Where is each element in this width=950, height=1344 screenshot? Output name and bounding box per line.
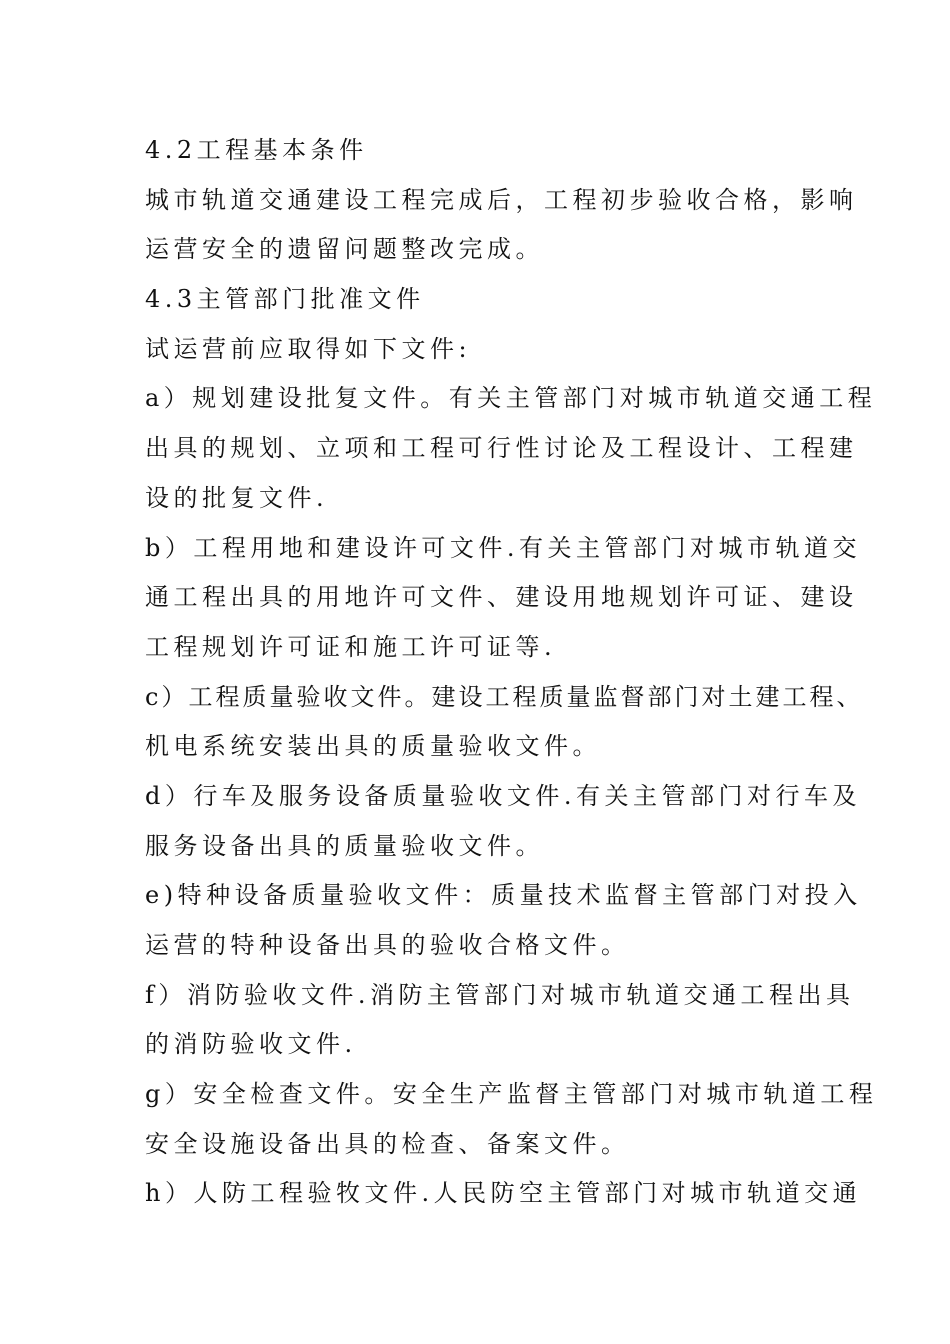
paragraph-line: 试运营前应取得如下文件:: [145, 334, 472, 363]
list-item-f-continued: 的消防验收文件.: [145, 1030, 357, 1059]
list-item-g-continued: 安全设施设备出具的检查、备案文件。: [145, 1129, 630, 1158]
document-body: [145, 126, 878, 1219]
paragraph-line: 运营安全的遗留问题整改完成。: [145, 235, 544, 264]
list-item-c-continued: 机电系统安装出具的质量验收文件。: [145, 732, 601, 761]
list-item-d-continued: 服务设备出具的质量验收文件。: [145, 831, 544, 860]
list-item-a: a）规划建设批复文件。有关主管部门对城市轨道交通工程: [145, 384, 877, 413]
list-item-h: h）人防工程验牧文件.人民防空主管部门对城市轨道交通: [145, 1179, 862, 1208]
list-item-e: e)特种设备质量验收文件：质量技术监督主管部门对投入: [145, 881, 862, 910]
list-item-b-continued: 工程规划许可证和施工许可证等.: [145, 632, 557, 661]
section-heading-4-3: 4.3主管部门批准文件: [145, 285, 425, 314]
list-item-f: f）消防验收文件.消防主管部门对城市轨道交通工程出具: [145, 980, 855, 1009]
list-item-a-continued: 出具的规划、立项和工程可行性讨论及工程设计、工程建: [145, 434, 858, 463]
list-item-e-continued: 运营的特种设备出具的验收合格文件。: [145, 931, 630, 959]
list-item-b-continued: 通工程出具的用地许可文件、建设用地规划许可证、建设: [145, 583, 858, 612]
list-item-c: c）工程质量验收文件。建设工程质量监督部门对土建工程、: [145, 682, 864, 711]
list-item-d: d）行车及服务设备质量验收文件.有关主管部门对行车及: [145, 781, 861, 810]
list-item-a-continued: 设的批复文件.: [145, 483, 329, 512]
section-heading-4-2: 4.2工程基本条件: [145, 136, 368, 164]
list-item-b: b）工程用地和建设许可文件.有关主管部门对城市轨道交: [145, 533, 861, 562]
list-item-g: g）安全检查文件。安全生产监督主管部门对城市轨道工程: [145, 1080, 878, 1109]
paragraph-line: 城市轨道交通建设工程完成后，工程初步验收合格，影响: [145, 185, 858, 214]
